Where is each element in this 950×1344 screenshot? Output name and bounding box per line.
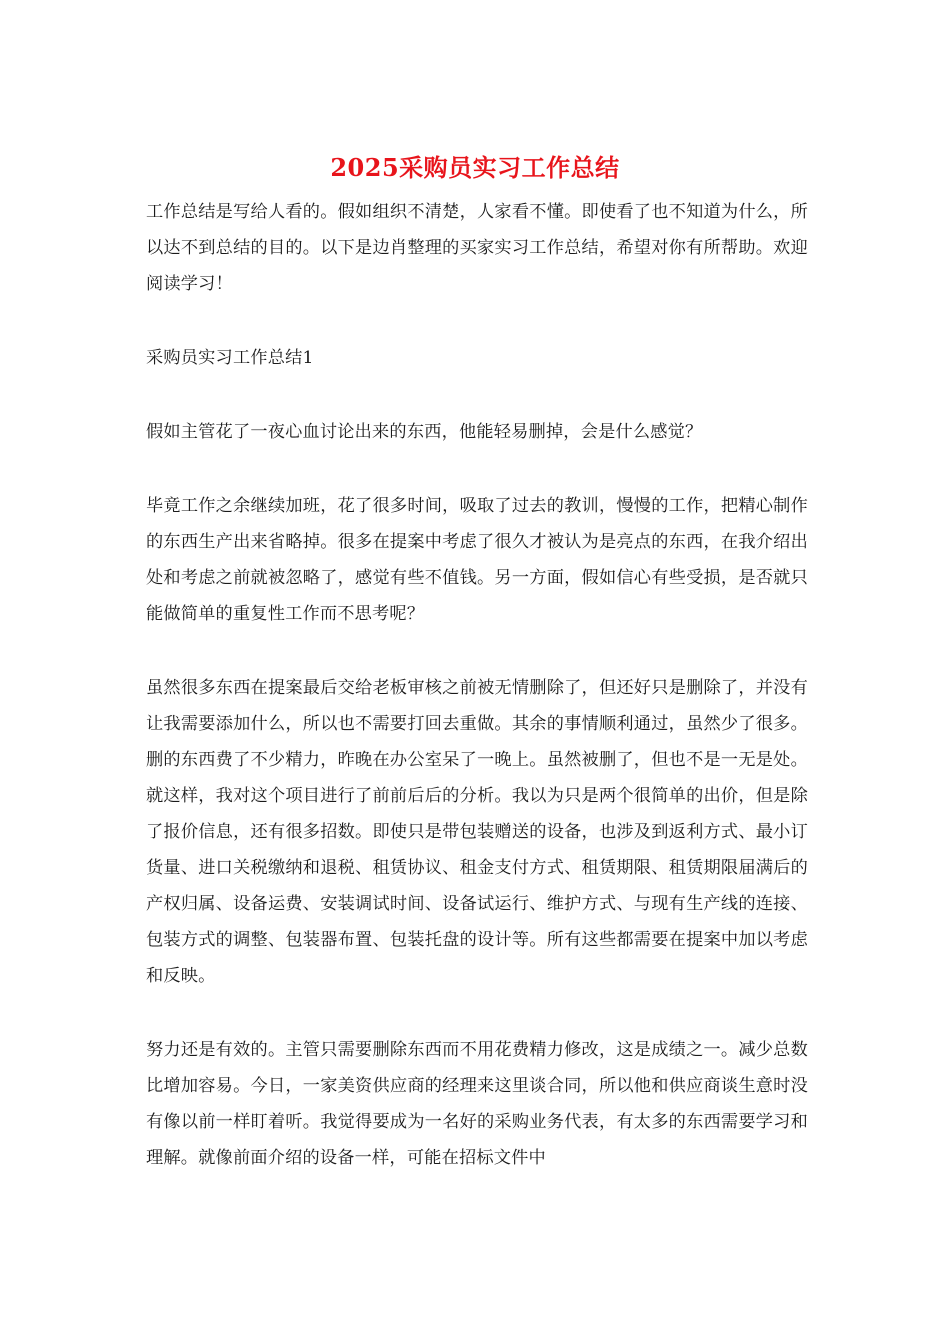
section-heading: 采购员实习工作总结1 (146, 348, 314, 368)
body-paragraph: 毕竟工作之余继续加班，花了很多时间，吸取了过去的教训，慢慢的工作，把精心制作的东西生产出来省略掉。很多在提案中考虑了很久才被认为是亮点的东西，在我介绍出处和考虑之前就被忽略了，感觉有些不值钱。另一方面，假如信心有些受损，是否就只能做简单的重复性工作而不思考呢？ (146, 496, 808, 624)
body-paragraph: 虽然很多东西在提案最后交给老板审核之前被无情删除了，但还好只是删除了，并没有让我需要添加什么，所以也不需要打回去重做。其余的事情顺利通过，虽然少了很多。删的东西费了不少精力，昨晚在办公室呆了一晚上。虽然被删了，但也不是一无是处。就这样，我对这个项目进行了前前后后的分析。我以为只是两个很简单的出价，但是除了报价信息，还有很多招数。即使只是带包装赠送的设备，也涉及到返利方式、最小订货量、进口关税缴纳和退税、租赁协议、租金支付方式、租赁期限、租赁期限届满后的产权归属、设备运费、安装调试时间、设备试运行、维护方式、与现有生产线的连接、包装方式的调整、包装器布置、包装托盘的设计等。所有这些都需要在提案中加以考虑和反映。 (146, 678, 808, 986)
document-title: 2025采购员实习工作总结 (330, 153, 620, 182)
body-paragraph: 努力还是有效的。主管只需要删除东西而不用花费精力修改，这是成绩之一。减少总数比增加容易。今日，一家美资供应商的经理来这里谈合同，所以他和供应商谈生意时没有像以前一样盯着听。我觉得要成为一名好的采购业务代表，有太多的东西需要学习和理解。就像前面介绍的设备一样，可能在招标文件中 (146, 1040, 808, 1168)
document-body (146, 194, 808, 1176)
body-paragraph: 假如主管花了一夜心血讨论出来的东西，他能轻易删掉，会是什么感觉？ (146, 422, 703, 442)
intro-paragraph: 工作总结是写给人看的。假如组织不清楚，人家看不懂。即使看了也不知道为什么，所以达不到总结的目的。以下是边肖整理的买家实习工作总结，希望对你有所帮助。欢迎阅读学习！ (146, 202, 808, 294)
